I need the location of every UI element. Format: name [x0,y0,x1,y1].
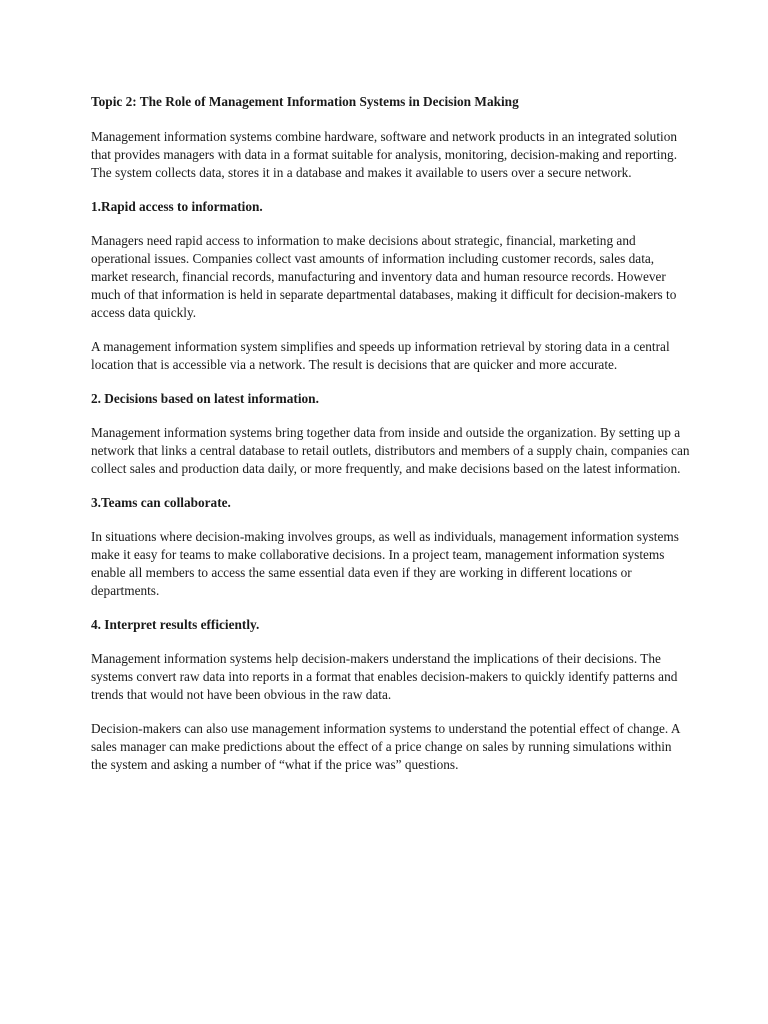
document-title: Topic 2: The Role of Management Information Systems in Decision Making [91,94,519,109]
document-body [91,93,691,790]
section-paragraph: A management information system simplifies and speeds up information retrieval by storing data in a central location that is accessible via a network. The result is decisions that are quicker and more accurate. [91,339,670,372]
section-paragraph: Managers need rapid access to information to make decisions about strategic, financial, marketing and operational issues. Companies collect vast amounts of information including customer records, sales data, market research, financial records, manufacturing and inventory data and human resource records. However much of that information is held in separate departmental databases, making it difficult for decision-makers to access data quickly. [91,233,677,320]
section-heading-interpret-results: 4. Interpret results efficiently. [91,617,260,632]
section-paragraph: Management information systems help decision-makers understand the implications of their decisions. The systems convert raw data into reports in a format that enables decision-makers to quickly identify patterns and trends that would not have been obvious in the raw data. [91,651,678,702]
section-heading-teams-collaborate: 3.Teams can collaborate. [91,495,231,510]
section-paragraph: Management information systems bring together data from inside and outside the organization. By setting up a network that links a central database to retail outlets, distributors and members of a supply chain, companies can collect sales and production data daily, or more frequently, and make decisions based on the latest information. [91,425,690,476]
section-heading-latest-information: 2. Decisions based on latest information. [91,391,319,406]
intro-paragraph: Management information systems combine hardware, software and network products in an integrated solution that provides managers with data in a format suitable for analysis, monitoring, decision-making and reporting. The system collects data, stores it in a database and makes it available to users over a secure network. [91,129,678,180]
section-paragraph: In situations where decision-making involves groups, as well as individuals, management information systems make it easy for teams to make collaborative decisions. In a project team, management information systems enable all members to access the same essential data even if they are working in different locations or departments. [91,529,679,598]
section-heading-rapid-access: 1.Rapid access to information. [91,199,263,214]
section-paragraph: Decision-makers can also use management information systems to understand the potential effect of change. A sales manager can make predictions about the effect of a price change on sales by running simulations within the system and asking a number of “what if the price was” questions. [91,721,680,772]
